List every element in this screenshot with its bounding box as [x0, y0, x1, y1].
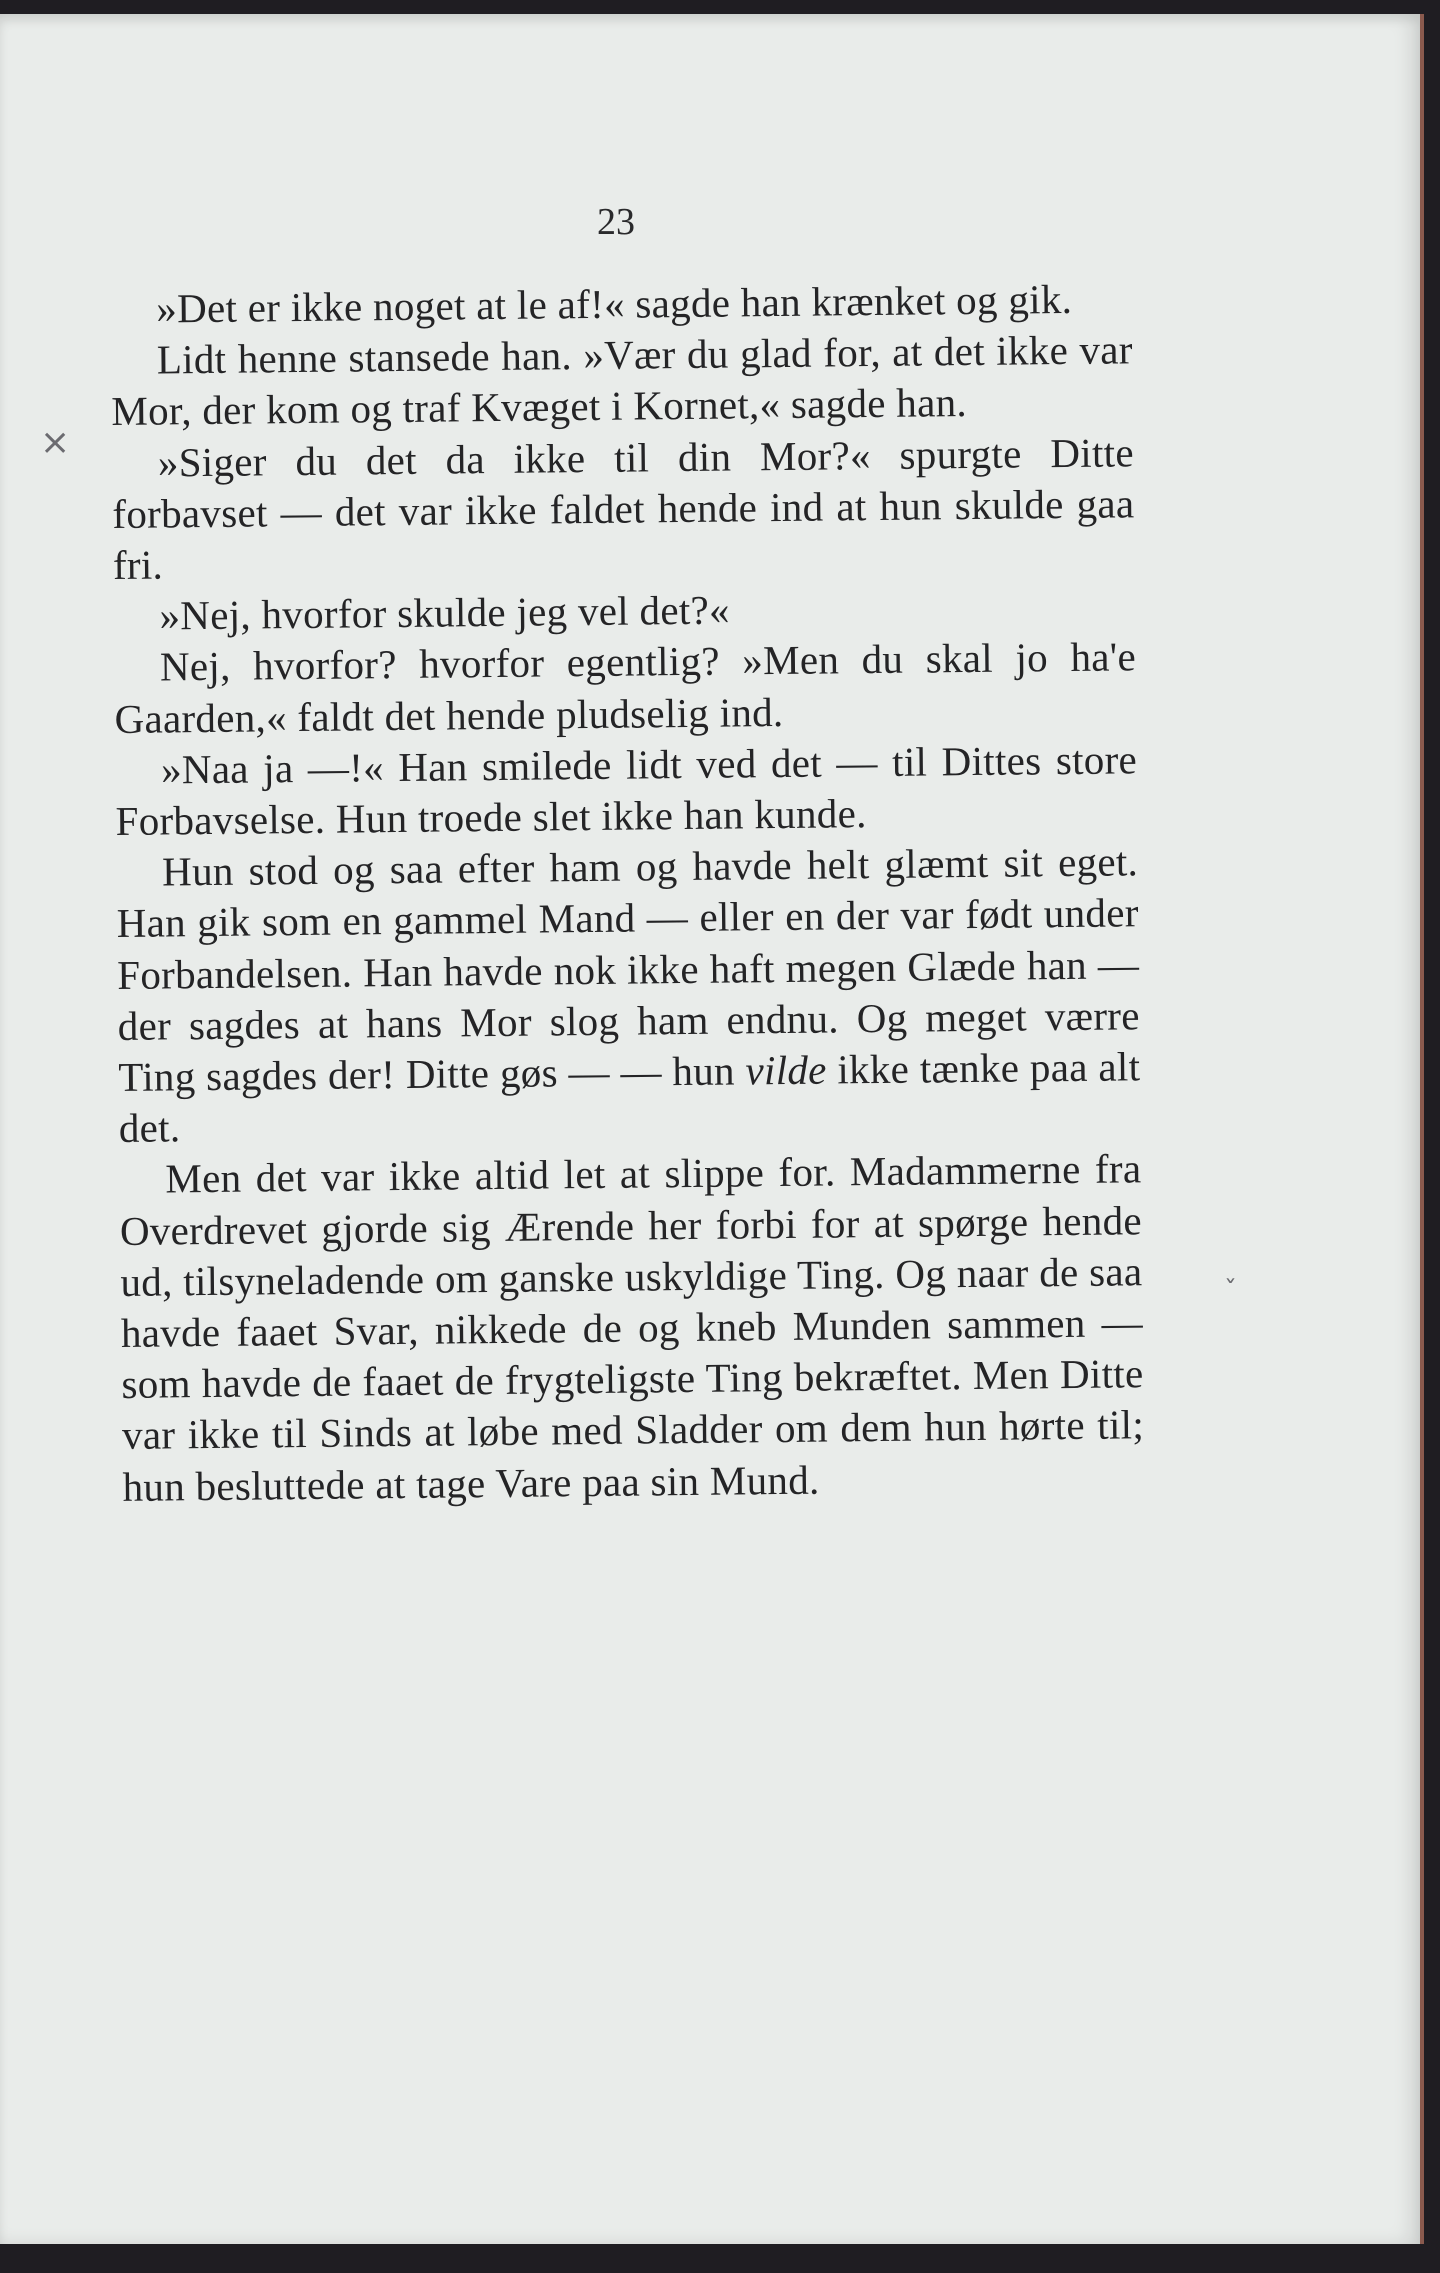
paragraph-3: »Siger du det da ikke til din Mor?« spurgte Ditte forbavset — det var ikke faldet hende ind at hun skulde gaa fri. — [112, 428, 1135, 588]
paragraph-8: Men det var ikke altid let at slippe for. Madammerne fra Overdrevet gjorde sig Ærende her forbi for at spørge hende ud, tilsyneladende om ganske uskyldige Ting. Og naar de saa havde faaet Svar, nikkede de og kneb Munden sammen — som havde de faaet de frygteligste Ting bekræftet. Men Ditte var ikke til Sinds at løbe med Sladder om dem hun hørte til; hun besluttede at tage Vare paa sin Mund. — [119, 1145, 1145, 1510]
paragraph-2: Lidt henne stansede han. »Vær du glad for, at det ikke var Mor, der kom og traf Kvæget i Kornet,« sagde han. — [111, 326, 1133, 435]
paragraph-7: Hun stod og saa efter ham og havde helt glæmt sit eget. Han gik som en gammel Mand — eller en der var født under Forbandelsen. Han havde nok ikke haft megen Glæde han — der sagdes at hans Mor slog ham endnu. Og meget værre Ting sagdes der! Ditte gøs — — hun vilde ikke tænke paa alt det. — [116, 838, 1141, 1152]
paragraph-5: Nej, hvorfor? hvorfor egentlig? »Men du skal jo ha'e Gaarden,« faldt det hende pludselig ind. — [114, 633, 1137, 742]
emphasized-word: vilde — [745, 1046, 827, 1094]
margin-pencil-mark-left: × — [40, 422, 71, 463]
body-text — [110, 273, 1145, 1513]
paragraph-1: »Det er ikke noget at le af!« sagde han krænket og gik. — [156, 275, 1073, 332]
paragraph-4: »Nej, hvorfor skulde jeg vel det?« — [159, 586, 731, 639]
margin-pencil-mark-right: ˇ — [1224, 1276, 1237, 1306]
page-number: 23 — [597, 201, 635, 243]
paragraph-6: »Naa ja —!« Han smilede lidt ved det — til Dittes store Forbavselse. Hun troede slet ikke han kunde. — [115, 736, 1138, 845]
book-page — [0, 14, 1424, 2244]
